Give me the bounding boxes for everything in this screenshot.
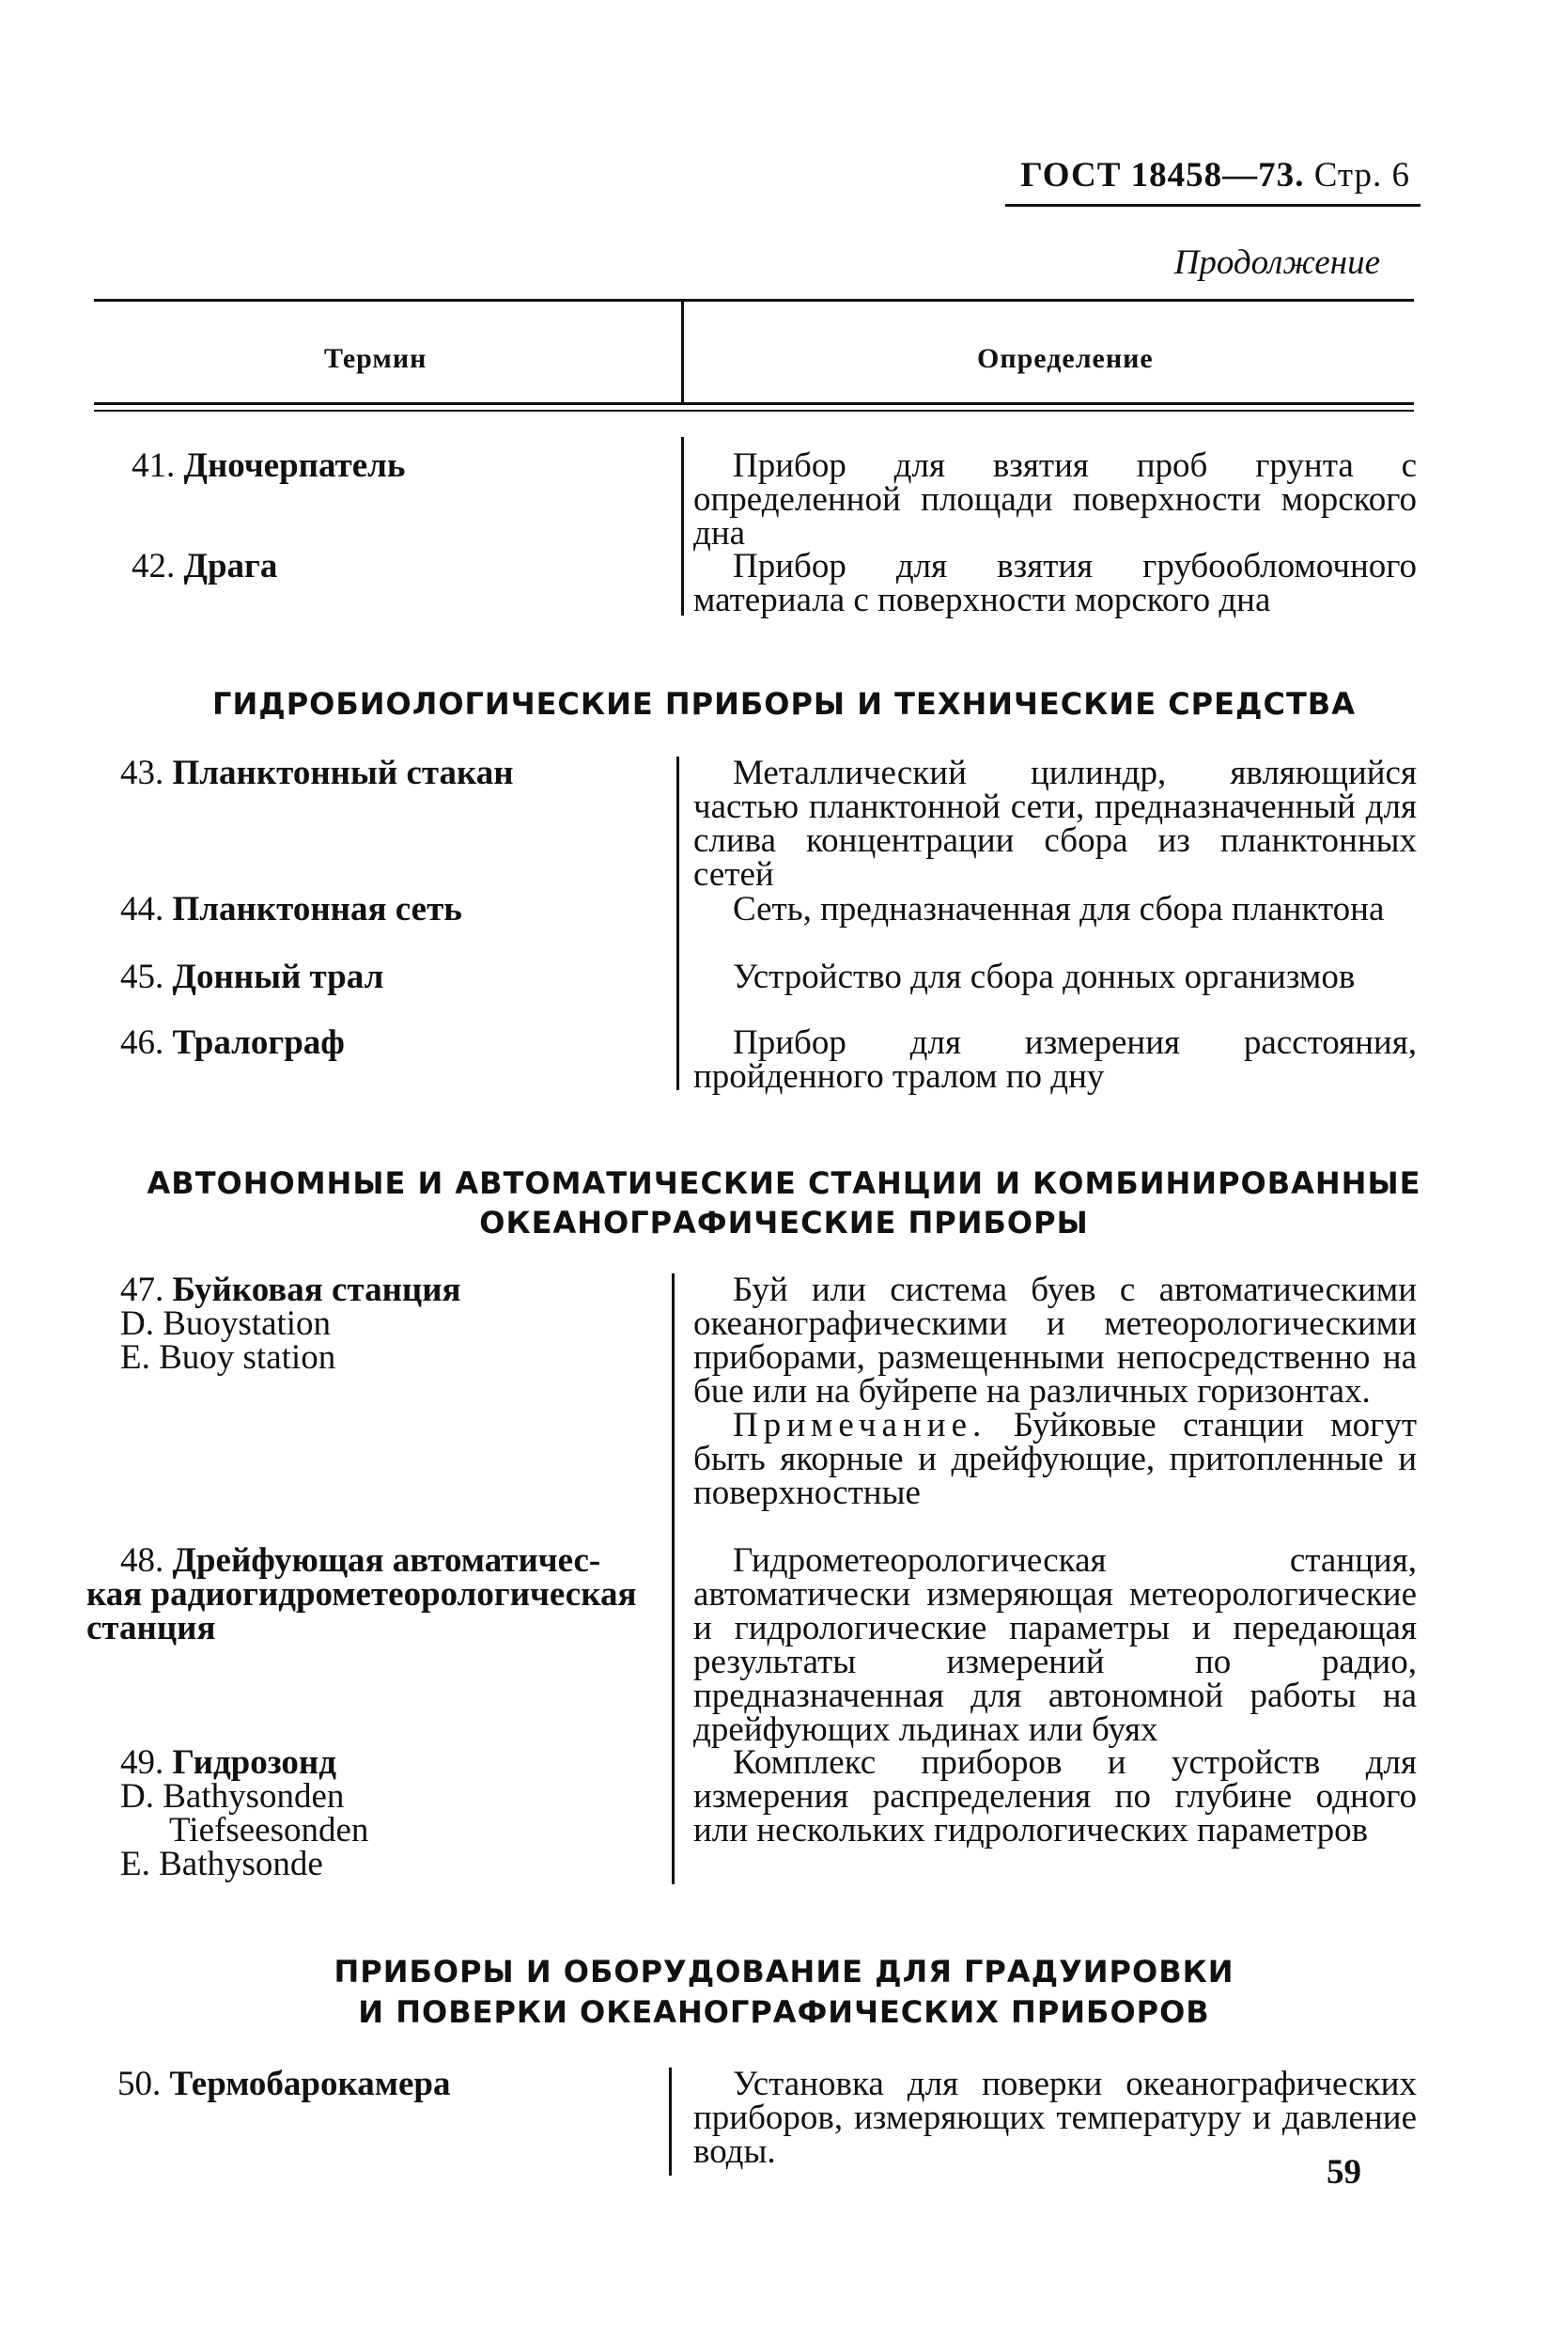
definition-49: Комплекс приборов и устройств для измерения распределения по глубине одного или нескольких гидрологических параметров	[693, 1743, 1417, 1849]
definition-48: Гидрометеорологическая станция, автоматически измеряющая метеорологические и гидрологические параметры и передающая результаты измерений по радио, предназначенная для автономной работы на дрейфующих льдинах или буях	[693, 1541, 1417, 1749]
section-heading-calibration-line2: И ПОВЕРКИ ОКЕАНОГРАФИЧЕСКИХ ПРИБОРОВ	[358, 1994, 1210, 2030]
term-50: 50. Термобарокамера	[117, 2065, 451, 2103]
table-top-rule	[94, 299, 1414, 302]
definition-50: Установка для поверки океанографических приборов, измеряющих температуру и давление воды.	[693, 2065, 1417, 2171]
term-44: 44. Планктонная сеть	[120, 890, 462, 929]
header-rule	[1005, 204, 1421, 207]
page-number: 59	[1327, 2153, 1361, 2192]
definition-42: Прибор для взятия грубообломочного материала с поверхности морского дна	[693, 547, 1417, 619]
table-header-rule-2	[94, 410, 1414, 412]
term-48: 48. Дрейфующая автоматичес- кая радиогидрометеорологическая станция	[86, 1541, 637, 1647]
document-header: ГОСТ 18458—73. Стр. 6	[1020, 156, 1410, 195]
continuation-label: Продолжение	[1173, 243, 1380, 282]
column-divider	[676, 757, 679, 1090]
term-47: 47. Буйковая станция D. Buoystation E. Buoy station	[120, 1271, 461, 1377]
column-divider	[669, 2068, 672, 2176]
section-heading-hydrobiological: ГИДРОБИОЛОГИЧЕСКИЕ ПРИБОРЫ И ТЕХНИЧЕСКИЕ СРЕДСТВА	[212, 686, 1356, 722]
gost-code: ГОСТ 18458—73	[1020, 156, 1296, 195]
term-43: 43. Планктонный стакан	[120, 754, 514, 792]
term-46: 46. Тралограф	[120, 1023, 345, 1062]
definition-43: Металлический цилиндр, являющийся частью планктонной сети, предназначенный для слива концентрации сбора из планктонных сетей	[693, 754, 1417, 894]
definition-45: Устройство для сбора донных организмов	[733, 958, 1356, 996]
term-41: 41. Дночерпатель	[132, 446, 406, 485]
definition-47: Буй или система буев с автоматическими океанографическими и метеорологическими приборами, размещенными непосредственно на бue или на буйрепе на различных горизонтах. Примечание. Буйковые станции могут быть якорные и дрейфующие, притопленные и поверхностные	[693, 1271, 1417, 1512]
definition-41: Прибор для взятия проб грунта с определенной площади поверхности морского дна	[693, 446, 1417, 553]
term-45: 45. Донный трал	[120, 958, 384, 996]
definition-46: Прибор для измерения расстояния, пройденного тралом по дну	[693, 1023, 1417, 1096]
header-divider	[681, 301, 684, 404]
term-42: 42. Драга	[132, 547, 278, 585]
note-label: Примечание.	[733, 1406, 987, 1444]
column-divider	[681, 437, 684, 616]
definition-44: Сеть, предназначенная для сбора планктона	[733, 890, 1385, 929]
column-divider	[672, 1273, 675, 1884]
section-heading-autonomous-line2: ОКЕАНОГРАФИЧЕСКИЕ ПРИБОРЫ	[479, 1205, 1089, 1241]
section-heading-autonomous-line1: АВТОНОМНЫЕ И АВТОМАТИЧЕСКИЕ СТАНЦИИ И КОМБИНИРОВАННЫЕ	[147, 1165, 1421, 1201]
column-header-terms: Термин	[324, 343, 427, 374]
term-49: 49. Гидрозонд D. Bathysonden Tiefseesonden E. Bathysonde	[120, 1743, 369, 1883]
table-header-rule	[94, 402, 1414, 405]
column-header-definition: Определение	[977, 343, 1154, 374]
page-label: Стр. 6	[1313, 156, 1410, 195]
section-heading-calibration-line1: ПРИБОРЫ И ОБОРУДОВАНИЕ ДЛЯ ГРАДУИРОВКИ	[334, 1954, 1234, 1990]
